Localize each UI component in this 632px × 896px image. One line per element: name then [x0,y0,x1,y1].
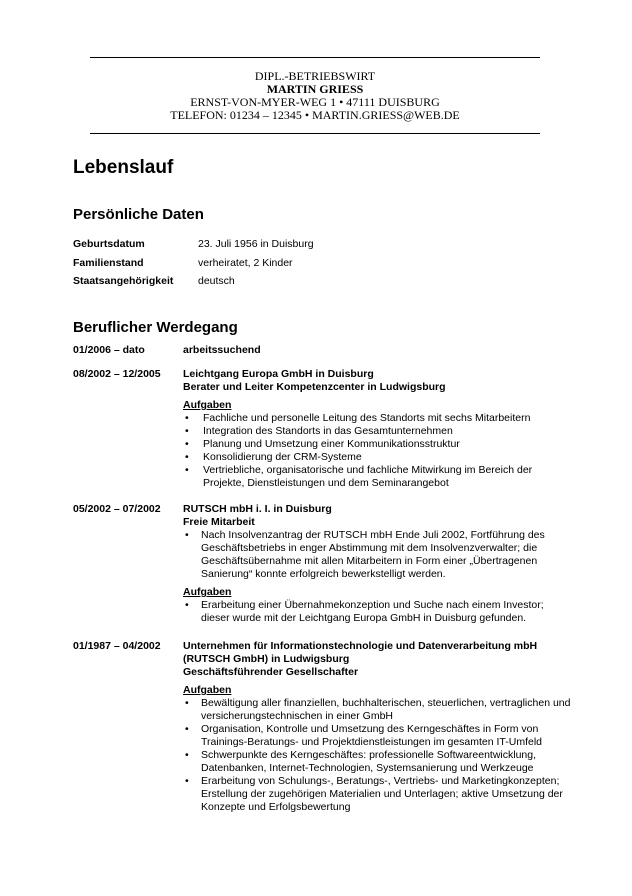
task-item: • Schwerpunkte des Kerngeschäftes: professionelle Softwareentwicklung, Datenbanken, Internet-Technologien, Systemsanierung und Werkzeuge [185,749,537,774]
career-details [183,640,573,814]
task-list [183,697,573,814]
personal-label: Geburtsdatum [73,238,145,250]
intro-item: • Nach Insolvenzantrag der RUTSCH mbH Ende Juli 2002, Fortführung des Geschäftsbetriebs in enger Abstimmung mit dem Insolvenzverwalter; die Geschäftsübernahme mit allen Mitarbeitern in Form einer „Übertragenen Sanierung“ konnte erfolgreich bewerkstelligt werden. [185,529,545,580]
intro-list [183,529,573,581]
tasks-label: Aufgaben [183,684,232,696]
header-degree: DIPL.-BETRIEBSWIRT [254,69,376,83]
task-list [183,412,573,490]
bullet-icon: • [185,599,189,611]
tasks-label: Aufgaben [183,586,232,598]
task-item: • Konsolidierung der CRM-Systeme [185,451,362,463]
page-title: Lebenslauf [73,157,174,178]
career-heading: Beruflicher Werdegang [73,319,238,336]
bullet-icon: • [185,749,189,761]
employer-name: RUTSCH mbH i. I. in Duisburg [183,503,332,515]
bullet-icon: • [185,723,189,735]
employer-name: Unternehmen für Informationstechnologie und Datenverarbeitung mbH [183,640,538,652]
career-line: arbeitssuchend [183,344,261,356]
tasks-label: Aufgaben [183,399,232,411]
header-address: ERNST-VON-MYER-WEG 1 • 47111 DUISBURG [190,95,440,109]
bullet-icon: • [185,425,189,437]
career-details [183,368,573,490]
task-item: • Organisation, Kontrolle und Umsetzung des Kerngeschäftes in Form von Trainings-Beratungs- und Projektdienstleistungen im gesamten IT-Umfeld [185,723,543,748]
bullet-icon: • [185,438,189,450]
personal-label: Familienstand [73,257,144,269]
career-date: 08/2002 – 12/2005 [73,368,161,380]
bullet-icon: • [185,451,189,463]
personal-data-heading: Persönliche Daten [73,206,204,223]
header-bottom-rule [90,133,540,134]
career-details [183,344,573,357]
task-item: • Vertriebliche, organisatorische und fachliche Mitwirkung im Bereich der Projekte, Dienstleistungen und dem Seminarangebot [185,464,533,489]
bullet-icon: • [185,412,189,424]
job-position: Freie Mitarbeit [183,516,255,528]
career-date: 01/2006 – dato [73,344,145,356]
task-item: • Bewältigung aller finanziellen, buchhalterischen, steuerlichen, vertraglichen und versicherungstechnischen in einer GmbH [185,697,571,722]
bullet-icon: • [185,529,189,541]
employer-name-cont: (RUTSCH GmbH) in Ludwigsburg [183,653,350,665]
job-position: Berater und Leiter Kompetenzcenter in Ludwigsburg [183,381,446,393]
employer-name: Leichtgang Europa GmbH in Duisburg [183,368,374,380]
task-item: • Integration des Standorts in das Gesamtunternehmen [185,425,453,437]
task-list [183,599,573,625]
task-item: • Fachliche und personelle Leitung des Standorts mit sechs Mitarbeitern [185,412,531,424]
career-date: 05/2002 – 07/2002 [73,503,161,515]
task-item: • Planung und Umsetzung einer Kommunikationsstruktur [185,438,460,450]
job-position: Geschäftsführender Gesellschafter [183,666,359,678]
header-contact: TELEFON: 01234 – 12345 • MARTIN.GRIESS@WEB.DE [170,108,460,122]
bullet-icon: • [185,775,189,787]
task-item: • Erarbeitung einer Übernahmekonzeption und Suche nach einem Investor; dieser wurde mit der Leichtgang Europa GmbH in Duisburg gefunden. [185,599,544,624]
header-name: MARTIN GRIESS [266,82,364,96]
personal-value: deutsch [198,275,235,287]
bullet-icon: • [185,697,189,709]
personal-label: Staatsangehörigkeit [73,275,174,287]
letterhead [90,70,540,122]
career-details [183,503,573,625]
career-date: 01/1987 – 04/2002 [73,640,161,652]
personal-value: 23. Juli 1956 in Duisburg [198,238,314,250]
personal-value: verheiratet, 2 Kinder [198,257,293,269]
header-top-rule [90,57,540,58]
bullet-icon: • [185,464,189,476]
task-item: • Erarbeitung von Schulungs-, Beratungs-, Vertriebs- und Marketingkonzepten; Erstellung der zugehörigen Materialien und Unterlagen; aktive Umsetzung der Konzepte und Erfolgsbewertung [185,775,563,813]
